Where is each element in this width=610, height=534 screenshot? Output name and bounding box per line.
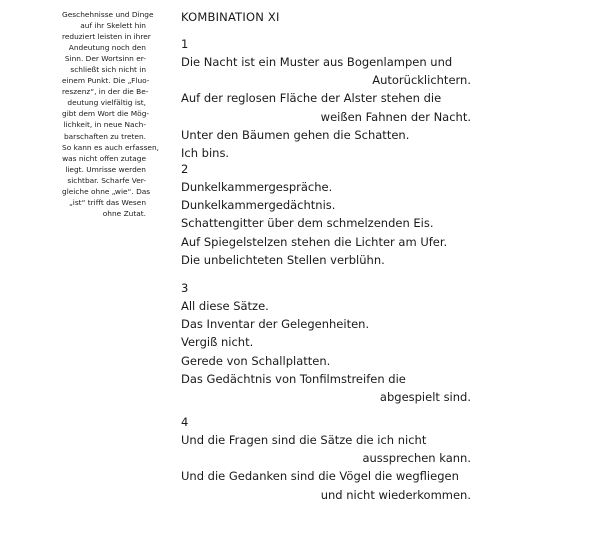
verse-line-continuation: aussprechen kann. <box>362 451 471 466</box>
margin-note-line: reduziert leisten in ihrer <box>62 32 151 42</box>
margin-note-line: auf ihr Skelett hin <box>80 21 146 31</box>
margin-note-line: Geschehnisse und Dinge <box>62 10 154 19</box>
verse-line: Ich bins. <box>181 145 230 160</box>
verse-line: Das Inventar der Gelegenheiten. <box>181 317 370 332</box>
stanza-number: 2 <box>181 162 189 176</box>
margin-note-line: schließt sich nicht in <box>70 65 146 75</box>
margin-note-line: Andeutung noch den <box>68 43 146 53</box>
poem-title: KOMBINATION XI <box>181 10 280 24</box>
verse-line: Schattengitter über dem schmelzenden Eis. <box>181 216 434 231</box>
verse-line: All diese Sätze. <box>181 299 269 313</box>
verse-line: Die Nacht ist ein Muster aus Bogenlampen und <box>181 55 453 69</box>
verse-line: Vergiß nicht. <box>181 335 254 350</box>
stanza-number: 4 <box>181 415 189 429</box>
margin-note-line: einem Punkt. Die „Fluo- <box>62 76 150 86</box>
verse-line: Die unbelichteten Stellen verblühn. <box>181 252 385 267</box>
margin-note <box>62 9 160 219</box>
margin-note-line: barschaften zu treten. <box>63 131 146 141</box>
margin-note-line: Sinn. Der Wortsinn er- <box>64 54 146 64</box>
verse-line: Unter den Bäumen gehen die Schatten. <box>181 127 410 142</box>
margin-note-line: „ist“ trifft das Wesen <box>68 197 146 207</box>
stanza-3 <box>181 280 471 406</box>
verse-line-continuation: und nicht wiederkommen. <box>320 487 471 502</box>
verse-line: Dunkelkammergespräche. <box>181 180 333 194</box>
stanza-number: 1 <box>181 37 189 51</box>
margin-note-line: deutung vielfältig ist, <box>67 98 146 108</box>
verse-line-continuation: weißen Fahnen der Nacht. <box>320 109 471 124</box>
margin-note-line: liegt. Umrisse werden <box>65 164 146 174</box>
stanza-1 <box>181 36 471 162</box>
margin-note-line: So kann es auch erfassen, <box>62 142 160 152</box>
margin-note-line: gibt dem Wort die Mög- <box>62 109 150 119</box>
margin-note-line: sichtbar. Scharfe Ver- <box>67 175 146 185</box>
stanza-2 <box>181 161 471 269</box>
margin-note-line: ohne Zutat. <box>102 208 146 218</box>
margin-note-line: gleiche ohne „wie“. Das <box>62 186 151 196</box>
verse-line: Auf Spiegelstelzen stehen die Lichter am Ufer. <box>181 234 448 249</box>
stanza-number: 3 <box>181 281 189 295</box>
verse-line: Dunkelkammergedächtnis. <box>181 198 336 213</box>
margin-note-line: was nicht offen zutage <box>62 153 146 163</box>
verse-line: Und die Gedanken sind die Vögel die wegfliegen <box>181 469 459 484</box>
verse-line-continuation: abgespielt sind. <box>379 389 471 404</box>
margin-note-line: reszenz“, in der die Be- <box>62 87 149 97</box>
verse-line: Auf der reglosen Fläche der Alster stehen die <box>181 91 442 106</box>
stanza-4 <box>181 414 471 504</box>
verse-line-continuation: Autorücklichtern. <box>372 73 471 88</box>
margin-note-line: lichkeit, in neue Nach- <box>63 120 146 130</box>
verse-line: Das Gedächtnis von Tonfilmstreifen die <box>181 371 406 386</box>
verse-line: Gerede von Schallplatten. <box>181 353 331 368</box>
verse-line: Und die Fragen sind die Sätze die ich nicht <box>181 433 427 447</box>
